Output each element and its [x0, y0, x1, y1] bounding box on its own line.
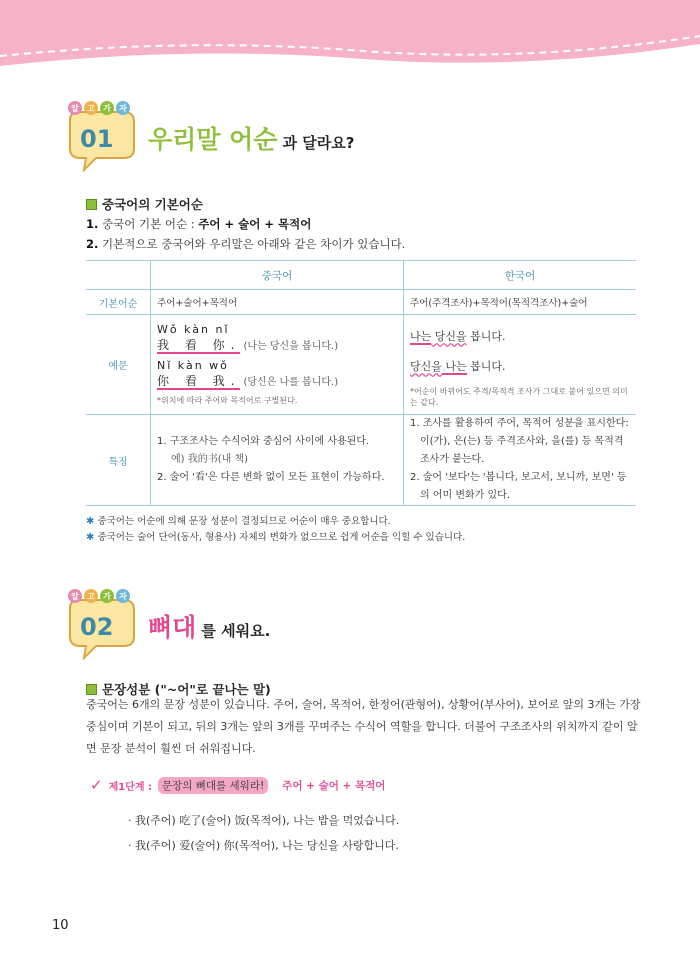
example2-hanzi: 你 看 我. — [157, 374, 241, 388]
point-2-number: 2. — [86, 237, 99, 251]
tag-char: 고 — [84, 589, 98, 603]
top-decorative-band — [0, 0, 700, 80]
step-formula: 주어 + 술어 + 목적어 — [282, 779, 386, 792]
section1-number: 01 — [80, 125, 114, 153]
example2-pinyin: Nǐ kàn wǒ — [157, 359, 229, 372]
section2-title-rest: 를 세워요. — [201, 622, 271, 640]
section1-title-rest: 과 달라요? — [282, 134, 355, 152]
note-1-text: 중국어는 어순에 의해 문장 성분이 결정되므로 어순이 매우 중요합니다. — [97, 516, 391, 527]
point-2-text: 기본적으로 중국어와 우리말은 아래와 같은 차이가 있습니다. — [102, 237, 406, 251]
feature-kr-1b: 이(가), 은(는) 등 주격조사와, 을(를) 등 목적격 — [420, 436, 624, 447]
example1-gloss: (나는 당신을 봅니다.) — [243, 341, 339, 352]
header-korean: 한국어 — [404, 261, 637, 290]
row-label-feature: 특징 — [86, 415, 151, 506]
feature-chinese-cell — [151, 415, 404, 506]
point-2 — [86, 236, 405, 252]
example-chinese-note: *위치에 따라 주어와 목적어로 구별된다. — [157, 396, 298, 405]
note-2 — [86, 529, 465, 543]
basic-chinese: 주어+술어+목적어 — [151, 290, 404, 315]
section1-subheading — [86, 195, 203, 213]
tag-char: 자 — [116, 589, 130, 603]
section1-title-main: 우리말 어순 — [148, 125, 278, 154]
example-sentence-2: · 我(주어) 爱(술어) 你(목적어), 나는 당신을 사랑합니다. — [128, 839, 399, 852]
comparison-table — [86, 260, 636, 506]
subheading-text: 문장성분 ("~어"로 끝나는 말) — [102, 682, 271, 697]
example-korean-note: *어순이 바뀌어도 주격/목적격 조사가 그대로 붙어 있으면 의미는 같다. — [410, 386, 628, 407]
subheading-text: 중국어의 기본어순 — [102, 197, 203, 212]
feature-kr-2: 2. 술어 '보다'는 '봅니다, 보고서, 보니까, 보면' 등 — [410, 472, 627, 483]
example1-pinyin: Wǒ kàn nǐ — [157, 323, 230, 336]
point-1 — [86, 216, 311, 232]
feature-cn-2: 2. 술어 '看'은 다른 변화 없이 모든 표현이 가능하다. — [157, 472, 385, 483]
basic-korean: 주어(주격조사)+목적어(목적격조사)+술어 — [404, 290, 637, 315]
step-1 — [90, 776, 385, 794]
star-icon: ✱ — [86, 516, 95, 527]
kr1-object: 당신을 — [431, 329, 467, 343]
tag-char: 가 — [100, 589, 114, 603]
feature-kr-2b: 의 어미 변화가 있다. — [420, 490, 510, 501]
square-bullet-icon — [86, 684, 97, 695]
row-label-basic: 기본어순 — [86, 290, 151, 315]
tag-char: 알 — [68, 589, 82, 603]
table-row-feature — [86, 415, 636, 506]
feature-kr-1c: 조사가 붙는다. — [420, 454, 485, 465]
section2-title — [148, 608, 270, 644]
kr1-verb: 봅니다. — [466, 329, 506, 343]
example-korean-2 — [410, 358, 630, 374]
tag-char: 알 — [68, 101, 82, 115]
step-label: 제1단계 : — [108, 781, 152, 793]
example1-hanzi: 我 看 你. — [157, 338, 241, 352]
header-empty-cell — [86, 261, 151, 290]
note-2-text: 중국어는 술어 단어(동사, 형용사) 자체의 변화가 없으므로 쉽게 어순을 익힐 수 있습니다. — [97, 532, 466, 543]
feature-korean-cell — [404, 415, 637, 506]
example-korean-cell — [404, 315, 637, 415]
note-1 — [86, 513, 391, 527]
point-1-formula: 주어 + 술어 + 목적어 — [198, 217, 312, 231]
section2-number: 02 — [80, 613, 114, 641]
section1-tags — [68, 101, 130, 115]
row-label-example: 예문 — [86, 315, 151, 415]
star-icon: ✱ — [86, 532, 95, 543]
point-1-number: 1. — [86, 217, 99, 231]
header-chinese: 중국어 — [151, 261, 404, 290]
section2-tags — [68, 589, 130, 603]
table-row-basic — [86, 290, 636, 315]
square-bullet-icon — [86, 199, 97, 210]
step-highlight: 문장의 뼈대를 세워라! — [158, 777, 268, 794]
example-sentence-1: · 我(주어) 吃了(술어) 饭(목적어), 나는 밥을 먹었습니다. — [128, 814, 400, 827]
tag-char: 가 — [100, 101, 114, 115]
point-1-prefix: 중국어 기본 어순 : — [102, 217, 199, 231]
example2-line — [157, 372, 397, 389]
feature-cn-1b: 예) 我的书(내 책) — [171, 454, 249, 465]
example-chinese-cell — [151, 315, 404, 415]
section2-paragraph: 중국어는 6개의 문장 성분이 있습니다. 주어, 술어, 목적어, 한정어(관형어), 상황어(부사어), 보어로 앞의 3개는 가장 중심이며 기본이 되고, 뒤의 3개는 앞의 3개를 꾸며주는 수식어 역할을 합니다. 더불어 구조조사의 위치까지 같이 알면 문장 분석이 훨씬 더 쉬워집니다. — [86, 698, 641, 755]
kr1-subject: 나는 — [410, 329, 432, 343]
kr2-object: 당신을 — [410, 359, 442, 373]
section1-title — [148, 120, 354, 156]
example-korean-1 — [410, 328, 630, 344]
example1-line — [157, 336, 397, 353]
checkmark-icon: ✓ — [90, 776, 103, 794]
kr2-verb: 봅니다. — [466, 359, 506, 373]
section2-title-main: 뼈대 — [148, 613, 197, 642]
feature-kr-1: 1. 조사를 활용하여 주어, 목적어 성분을 표시한다: — [410, 418, 629, 429]
page-number: 10 — [52, 918, 69, 933]
feature-cn-1: 1. 구조조사는 수식어와 중심어 사이에 사용된다. — [157, 436, 370, 447]
kr2-subject: 나는 — [441, 359, 467, 373]
table-header-row — [86, 261, 636, 290]
tag-char: 자 — [116, 101, 130, 115]
table-row-example — [86, 315, 636, 415]
example2-gloss: (당신은 나를 봅니다.) — [243, 377, 339, 388]
tag-char: 고 — [84, 101, 98, 115]
